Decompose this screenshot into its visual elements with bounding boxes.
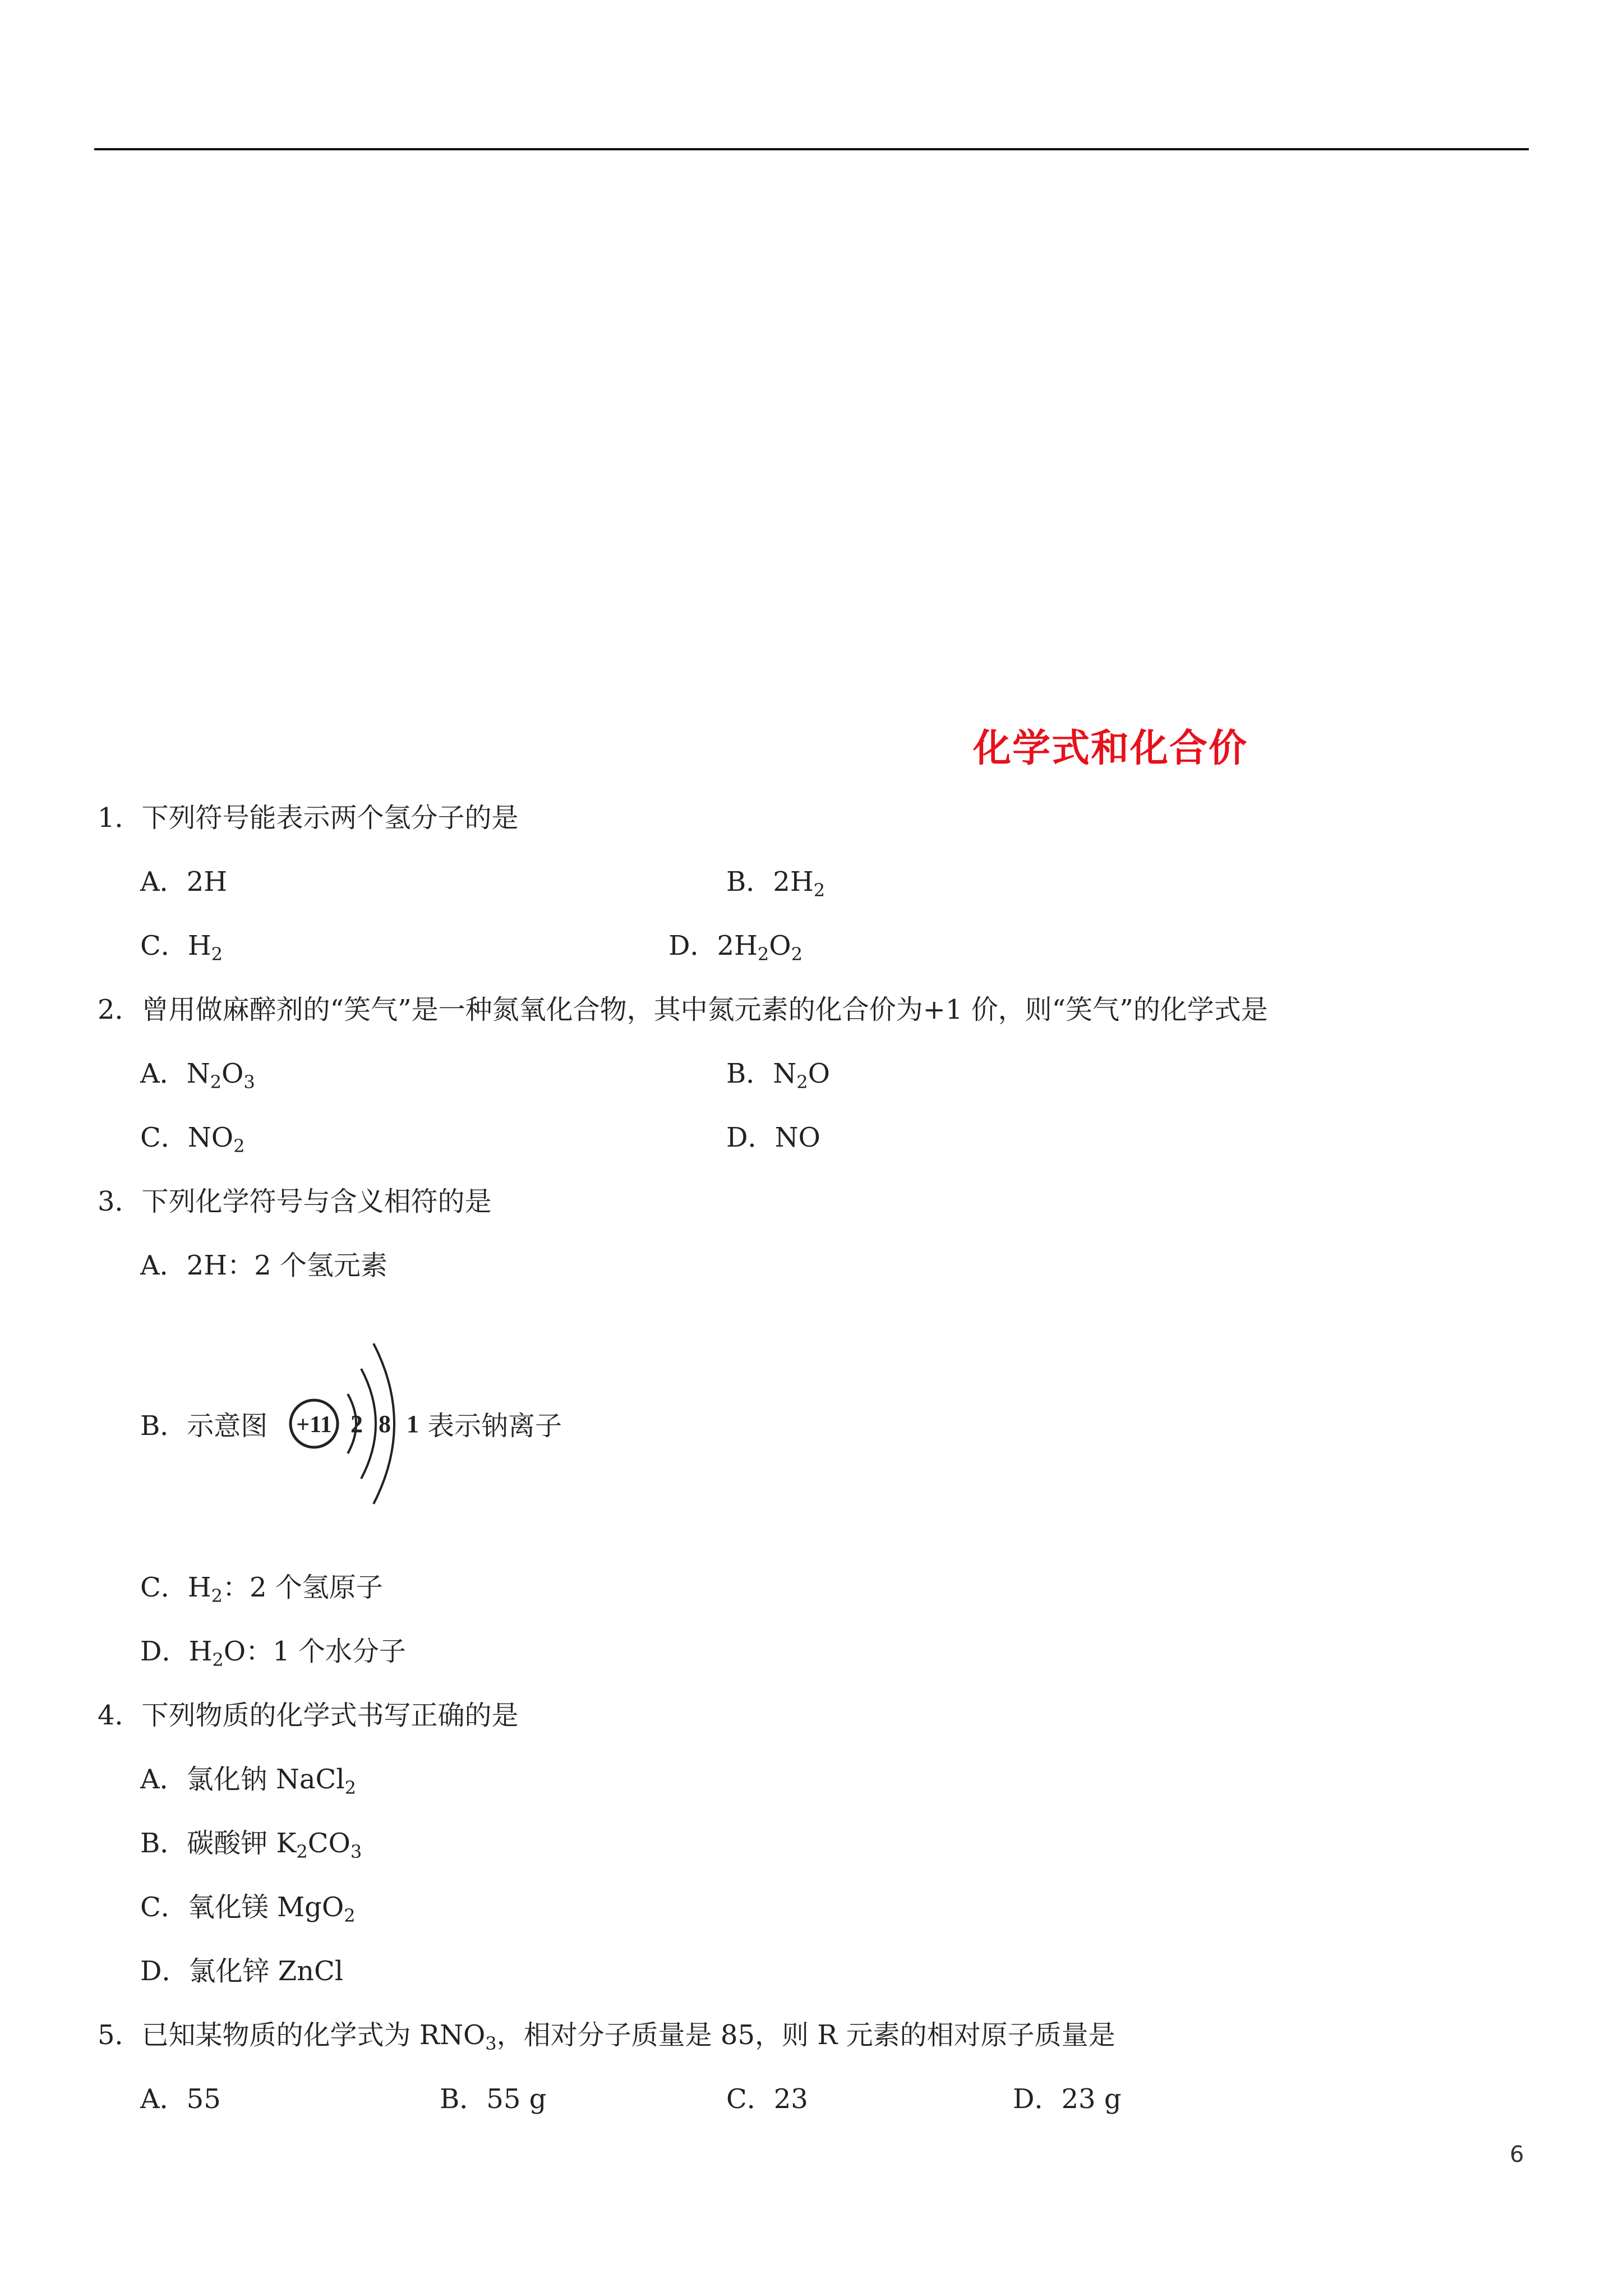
question-3-stem: 3．下列化学符号与含义相符的是 bbox=[98, 1186, 492, 1217]
shell-1-electrons: 2 bbox=[351, 1410, 363, 1438]
question-2-stem: 2．曾用做麻醉剂的“笑气”是一种氮氧化合物，其中氮元素的化合价为+1 价，则“笑气”的化学式是 bbox=[98, 994, 1268, 1025]
q3-option-b-label: B．示意图 bbox=[140, 1410, 268, 1442]
question-1-stem: 1．下列符号能表示两个氢分子的是 bbox=[98, 802, 519, 834]
shell-3-electrons: 1 bbox=[407, 1410, 419, 1438]
sodium-atom-structure-diagram bbox=[285, 1321, 431, 1512]
q3-option-b-suffix: 表示钠离子 bbox=[427, 1410, 562, 1442]
page-number: 6 bbox=[1510, 2142, 1524, 2168]
page-title: 化学式和化合价 bbox=[973, 726, 1248, 771]
q3-option-a: A．2H：2 个氢元素 bbox=[140, 1250, 388, 1281]
q5-option-c: C．23 bbox=[726, 2083, 808, 2115]
q3-option-c: C．$H_2$：2 个氢原子 bbox=[140, 1572, 383, 1607]
q1-option-a: A．2H bbox=[140, 866, 228, 898]
shell-2-electrons: 8 bbox=[379, 1410, 391, 1438]
q2-option-d: D．NO bbox=[726, 1122, 820, 1153]
q3-option-d: D．$H_2O$：1 个水分子 bbox=[140, 1636, 406, 1671]
header-rule bbox=[94, 148, 1529, 150]
q4-option-d: D．氯化锌 ZnCl bbox=[140, 1955, 344, 1987]
question-4-stem: 4．下列物质的化学式书写正确的是 bbox=[98, 1700, 519, 1731]
q5-option-d: D．23 g bbox=[1013, 2083, 1122, 2115]
q1-option-d: D．$2H_2O_2$ bbox=[668, 930, 803, 965]
q5-option-b: B．55 g bbox=[440, 2083, 547, 2115]
q4-option-c: C．氧化镁 MgO$_2$ bbox=[140, 1892, 356, 1926]
q2-option-c: C．$NO_2$ bbox=[140, 1122, 245, 1157]
q1-option-b: B．$2H_2$ bbox=[726, 866, 826, 901]
q4-option-b: B．碳酸钾 $K_2CO_3$ bbox=[140, 1828, 362, 1862]
question-5-stem: 5．已知某物质的化学式为 $RNO_3$，相对分子质量是 85，则 R 元素的相对原子质量是 bbox=[98, 2019, 1115, 2054]
q2-option-a: A．$N_2O_3$ bbox=[140, 1058, 255, 1093]
nucleus-charge: +11 bbox=[296, 1412, 332, 1438]
q1-option-c: C．$H_2$ bbox=[140, 930, 223, 965]
electron-shell-2 bbox=[361, 1369, 376, 1479]
q4-option-a: A．氯化钠 NaCl$_2$ bbox=[140, 1764, 356, 1798]
q5-option-a: A．55 bbox=[140, 2083, 221, 2115]
q2-option-b: B．$N_2O$ bbox=[726, 1058, 830, 1093]
